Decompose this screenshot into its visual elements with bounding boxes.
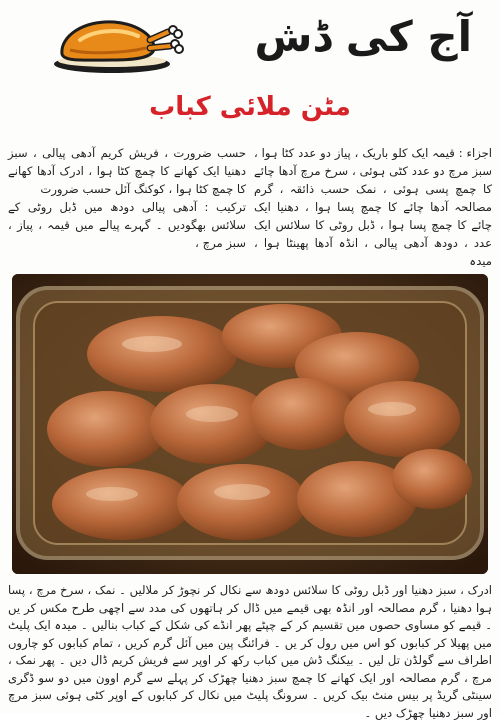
method-text-block [8,582,492,722]
ingredients-column-left [8,144,246,252]
ingredients-column-right [254,144,492,270]
header-banner [0,0,500,84]
ingredients-text: اجزاء : قیمہ ایک کلو باریک ، پیاز دو عدد کٹا ہوا ، سبز مرچ دو عدد کٹی ہوئی ، سرخ مرچ آدھا چائے کا چمچ پسی ہوئی ، نمک حسب ذائقہ ، گرم مصالحہ آدھا چائے کا چمچ پسا ہوا ، دھنیا ایک چائے کا چمچ پسا ہوا ، ڈبل روٹی کا سلائس ایک عدد ، دودھ آدھی پیالی ، انڈہ آدھا پھینٹا ہوا ، میدہ [254,146,492,268]
page-title: آج کی ڈش [254,12,472,61]
method-text: ادرک ، سبز دھنیا اور ڈبل روٹی کا سلائس دودھ سے نکال کر نچوڑ کر ملالیں ۔ نمک ، سرخ مرچ ، پسا ہوا دھنیا ، گرم مصالحہ اور انڈہ بھی قیمے میں ڈال کر ہاتھوں کی مدد سے اچھی طرح مکس کر یں ۔ قیمے کو مساوی حصوں میں تقسیم کر کے چپٹے پھر انڈے کی شکل کے کباب بنالیں ۔ میدہ ایک پلیٹ میں پھیلا کر کبابوں کو اس میں رول کر یں ۔ فرائنگ پین میں آئل گرم کریں ، تمام کبابوں کو چاروں اطراف سے گولڈن تل لیں ۔ بیکنگ ڈش میں کباب رکھ کر اوپر سے فریش کریم ڈال دیں ۔ پھر نمک ، مرچ ، گرم مصالحہ اور ایک کھانے کا چمچ سبز دھنیا چھڑک کر پہلے سے گرم اوون میں دو سو ڈگری سینٹی گریڈ پر بیس منٹ بیک کریں ۔ سرونگ پلیٹ میں نکال کر کبابوں کے اوپر کٹی ہوئی سبز مرچ اور سبز دھنیا چھڑک دیں ۔ [8,583,492,720]
dish-photo [12,274,488,574]
ingredients-columns [8,144,492,272]
method-intro-text: حسب ضرورت ، فریش کریم آدھی پیالی ، سبز دھنیا ایک کھانے کا چمچ کٹا ہوا ، ادرک آدھا کھانے کا چمچ کٹا ہوا ، کوکنگ آئل حسب ضرورت ترکیب : آدھی پیالی دودھ میں ڈبل روٹی کے سلائس بھگودیں ۔ گہرے پیالے میں قیمہ ، پیاز ، سبز مرچ ، [8,146,246,250]
roast-chicken-icon [50,10,190,76]
dish-title: مٹن ملائی کباب [149,92,351,122]
